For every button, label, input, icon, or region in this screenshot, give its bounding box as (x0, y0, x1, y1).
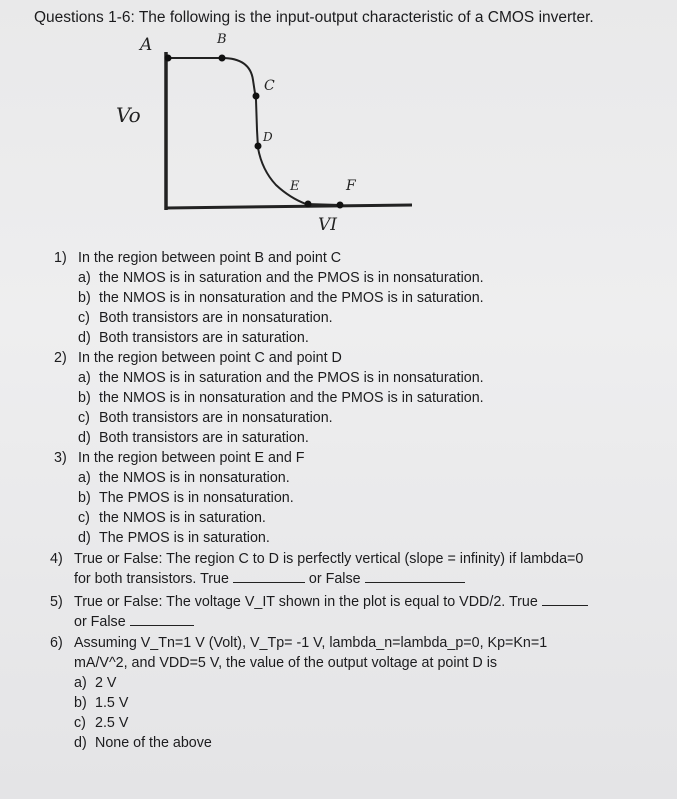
option-letter: d) (78, 330, 91, 346)
point-b-label: B (217, 32, 227, 47)
option-letter: a) (78, 370, 91, 386)
option-text: Both transistors are in saturation. (99, 430, 309, 446)
option-a[interactable] (78, 368, 484, 388)
true-answer-blank[interactable] (233, 569, 305, 583)
option-text: the NMOS is in saturation. (99, 510, 266, 526)
option-letter: b) (78, 490, 91, 506)
question-text: True or False: The region C to D is perfectly vertical (slope = infinity) if lambda=0 (74, 551, 584, 567)
question-text: In the region between point B and point C (78, 250, 342, 266)
option-text: Both transistors are in nonsaturation. (99, 310, 333, 326)
question-number: 3) (54, 450, 67, 466)
point-d-marker (255, 143, 262, 150)
vtc-curve (168, 58, 340, 205)
option-letter: c) (78, 310, 90, 326)
option-text: None of the above (95, 735, 212, 751)
true-answer-blank[interactable] (542, 592, 588, 606)
point-c-label: C (264, 78, 275, 94)
question-text: In the region between point E and F (78, 450, 305, 466)
option-text: the NMOS is in saturation and the PMOS is in nonsaturation. (99, 270, 484, 286)
option-text: the NMOS is in nonsaturation and the PMOS is in saturation. (99, 390, 484, 406)
option-letter: c) (74, 715, 86, 731)
false-label: or False (308, 571, 361, 587)
point-b-marker (219, 55, 226, 62)
vtc-plot (0, 0, 677, 240)
option-c[interactable] (78, 308, 484, 328)
option-text: 2 V (95, 675, 117, 691)
option-letter: d) (74, 735, 87, 751)
option-text: 1.5 V (95, 695, 129, 711)
option-text: the NMOS is in nonsaturation and the PMOS is in saturation. (99, 290, 484, 306)
x-axis (166, 205, 412, 208)
question-number: 2) (54, 350, 67, 366)
question-text-line: True or False: The voltage V_IT shown in the plot is equal to VDD/2. True (74, 594, 538, 610)
option-text: 2.5 V (95, 715, 129, 731)
option-c[interactable] (78, 408, 484, 428)
point-f-marker (337, 202, 344, 209)
false-answer-blank[interactable] (130, 612, 194, 626)
option-letter: b) (78, 290, 91, 306)
page-heading: Questions 1-6: The following is the input-output characteristic of a CMOS inverter. (34, 9, 594, 26)
point-c-marker (253, 93, 260, 100)
option-b[interactable] (74, 693, 547, 713)
option-letter: a) (78, 470, 91, 486)
option-text: the NMOS is in nonsaturation. (99, 470, 290, 486)
x-axis-label: VI (318, 215, 337, 235)
question-number: 4) (50, 551, 63, 567)
true-label: for both transistors. True (74, 571, 229, 587)
option-letter: c) (78, 410, 90, 426)
option-b[interactable] (78, 488, 305, 508)
option-d[interactable] (78, 528, 305, 548)
option-text: Both transistors are in nonsaturation. (99, 410, 333, 426)
option-d[interactable] (74, 733, 547, 753)
question-text-continued: mA/V^2, and VDD=5 V, the value of the output voltage at point D is (74, 655, 498, 671)
question-text: Assuming V_Tn=1 V (Volt), V_Tp= -1 V, lambda_n=lambda_p=0, Kp=Kn=1 (74, 635, 548, 651)
option-d[interactable] (78, 428, 484, 448)
option-letter: b) (78, 390, 91, 406)
point-a-marker (165, 55, 172, 62)
y-axis-label: Vo (116, 103, 141, 127)
question-number: 5) (50, 594, 63, 610)
option-d[interactable] (78, 328, 484, 348)
option-letter: d) (78, 430, 91, 446)
point-a-label: A (140, 35, 153, 55)
question-number: 6) (50, 635, 63, 651)
point-d-label: D (263, 130, 273, 144)
option-c[interactable] (78, 508, 305, 528)
option-b[interactable] (78, 388, 484, 408)
option-a[interactable] (74, 673, 547, 693)
option-text: The PMOS is in nonsaturation. (99, 490, 294, 506)
question-text: In the region between point C and point D (78, 350, 342, 366)
option-a[interactable] (78, 268, 484, 288)
false-label: or False (74, 614, 126, 630)
point-f-label: F (346, 178, 356, 194)
option-b[interactable] (78, 288, 484, 308)
point-e-label: E (290, 179, 300, 194)
option-letter: c) (78, 510, 90, 526)
question-number: 1) (54, 250, 67, 266)
option-c[interactable] (74, 713, 547, 733)
option-text: The PMOS is in saturation. (99, 530, 270, 546)
option-letter: d) (78, 530, 91, 546)
option-text: the NMOS is in saturation and the PMOS is in nonsaturation. (99, 370, 484, 386)
question-answer-line (74, 569, 583, 589)
option-letter: a) (78, 270, 91, 286)
option-text: Both transistors are in saturation. (99, 330, 309, 346)
question-answer-line (74, 612, 588, 632)
option-letter: a) (74, 675, 87, 691)
false-answer-blank[interactable] (365, 569, 465, 583)
question-text (74, 592, 588, 612)
point-e-marker (305, 201, 312, 208)
option-letter: b) (74, 695, 87, 711)
option-a[interactable] (78, 468, 305, 488)
